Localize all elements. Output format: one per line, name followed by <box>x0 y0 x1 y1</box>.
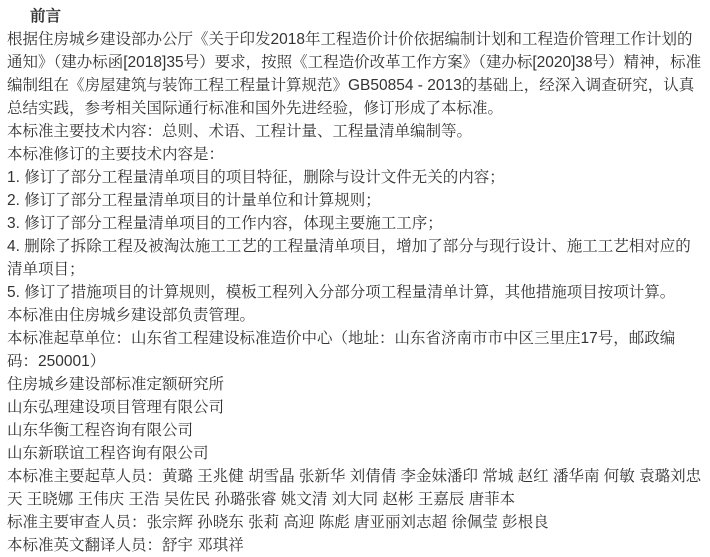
paragraph-drafters: 本标准主要起草人员：黄璐 王兆健 胡雪晶 张新华 刘倩倩 李金妹潘印 常城 赵红 潘华南 何敏 袁璐刘忠天 王晓娜 王伟庆 王浩 吴佐民 孙璐张睿 姚文清 刘大同 赵彬 王嘉辰 唐菲本 <box>7 468 702 508</box>
list-item-2: 2. 修订了部分工程量清单项目的计量单位和计算规则； <box>7 192 381 209</box>
paragraph-reviewers: 标准主要审查人员：张宗辉 孙晓东 张莉 高迎 陈彪 唐亚丽刘志超 徐佩莹 彭根良 <box>7 514 549 531</box>
paragraph-revision-lead: 本标准修订的主要技术内容是： <box>7 146 225 163</box>
paragraph-management: 本标准由住房城乡建设部负责管理。 <box>7 307 256 324</box>
paragraph-unit-3: 山东弘理建设项目管理有限公司 <box>7 399 225 416</box>
list-item-1: 1. 修订了部分工程量清单项目的项目特征，删除与设计文件无关的内容； <box>7 169 505 186</box>
paragraph-intro: 根据住房城乡建设部办公厅《关于印发2018年工程造价计价依据编制计划和工程造价管理工作计划的通知》（建办标函[2018]35号）要求，按照《工程造价改革工作方案》（建办标[2020]38号）精神，标准编制组在《房屋建筑与装饰工程工程量计算规范》GB50854 - 2013的基础上，经深入调查研究，认真总结实践，参考相关国际通行标准和国外先进经验，修订形成了本标准。 <box>7 31 702 117</box>
paragraph-drafting-unit: 本标准起草单位：山东省工程建设标准造价中心（地址：山东省济南市市中区三里庄17号，邮政编码：250001） <box>7 330 676 370</box>
list-item-5: 5. 修订了措施项目的计算规则，模板工程列入分部分项工程量清单计算，其他措施项目按项计算。 <box>7 284 676 301</box>
page-title: 前言 <box>30 8 62 25</box>
paragraph-unit-4: 山东华衡工程咨询有限公司 <box>7 422 194 439</box>
paragraph-unit-5: 山东新联谊工程咨询有限公司 <box>7 445 209 462</box>
list-item-4: 4. 删除了拆除工程及被淘汰施工工艺的工程量清单项目，增加了部分与现行设计、施工工艺相对应的清单项目； <box>7 238 691 278</box>
paragraph-unit-2: 住房城乡建设部标准定额研究所 <box>7 376 225 393</box>
list-item-3: 3. 修订了部分工程量清单项目的工作内容，体现主要施工工序； <box>7 215 443 232</box>
paragraph-main-contents: 本标准主要技术内容：总则、术语、工程计量、工程量清单编制等。 <box>7 123 473 140</box>
paragraph-translators: 本标准英文翻译人员：舒宇 邓琪祥 <box>7 537 244 554</box>
